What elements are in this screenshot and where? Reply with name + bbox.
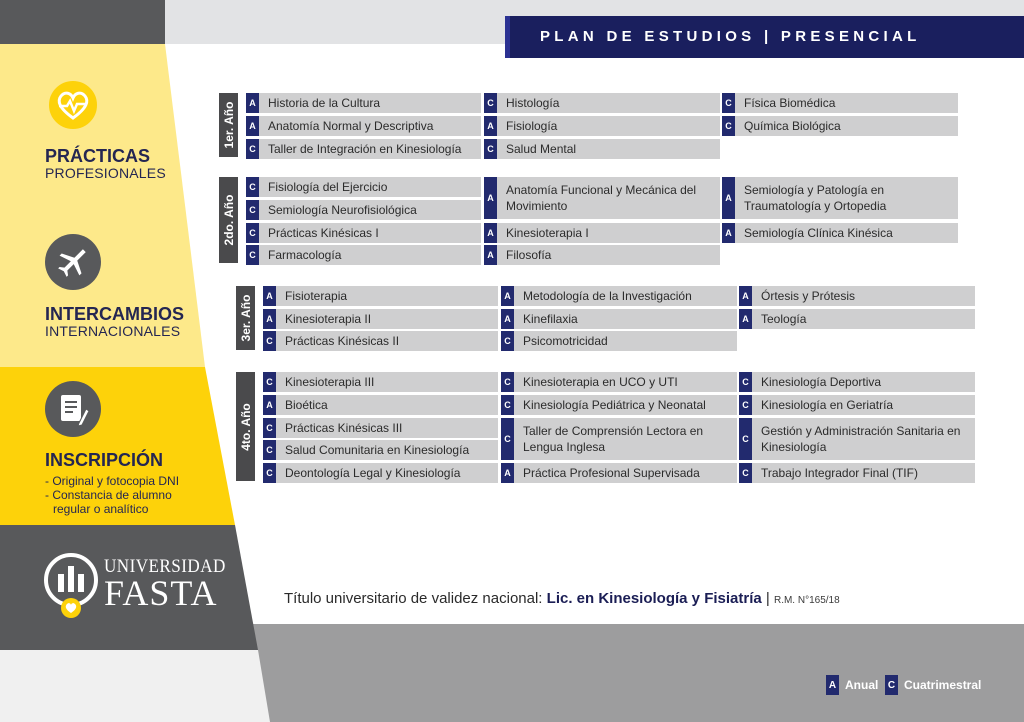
subject-type-badge: C [246, 200, 259, 220]
subject-cell [263, 372, 498, 392]
subject-cell [722, 177, 958, 219]
subject-name: Semiología y Patología en Traumatología y Ortopedia [744, 183, 887, 213]
subject-name: Anatomía Normal y Descriptiva [268, 119, 434, 133]
practicas-title: PRÁCTICAS [45, 146, 151, 166]
subject-cell [501, 331, 737, 351]
subject-type-badge: A [263, 286, 276, 306]
subject-type-badge: C [739, 463, 752, 483]
subject-cell [484, 177, 720, 219]
intercambios-icon [45, 234, 101, 290]
subject-cell [263, 286, 498, 306]
subject-cell [246, 139, 481, 159]
subject-cell [501, 286, 737, 306]
degree-resolution: R.M. N°165/18 [773, 595, 840, 606]
year-label [236, 286, 255, 350]
subject-name: Filosofía [506, 248, 552, 262]
subject-name: Farmacología [268, 248, 342, 262]
subject-name: Taller de Integración en Kinesiología [268, 142, 462, 156]
subject-name: Kinesiología Deportiva [761, 375, 882, 389]
subject-cell [501, 463, 737, 483]
subject-type-badge: A [501, 309, 514, 329]
subject-cell [263, 463, 498, 483]
legend-anual-label: Anual [845, 678, 879, 692]
subject-type-badge: C [263, 372, 276, 392]
subject-cell [722, 93, 958, 113]
subject-name: Anatomía Funcional y Mecánica del Movimiento [506, 183, 697, 213]
subject-cell [501, 309, 737, 329]
subject-type-badge: C [501, 372, 514, 392]
subject-name: Kinesioterapia II [285, 312, 372, 326]
subject-type-badge: A [246, 93, 259, 113]
subject-name: Kinesiología Pediátrica y Neonatal [523, 398, 706, 412]
year-label-text: 4to. Año [238, 402, 253, 451]
subject-type-badge: A [722, 177, 735, 219]
subject-cell [739, 395, 975, 415]
inscripcion-title: INSCRIPCIÓN [45, 450, 164, 470]
year-label-text: 2do. Año [221, 194, 236, 246]
subject-type-badge: A [484, 116, 497, 136]
subject-type-badge: C [484, 139, 497, 159]
airplane-icon [45, 234, 101, 290]
subject-cell [246, 200, 481, 220]
subject-name: Bioética [285, 398, 328, 412]
subject-cell [739, 418, 975, 460]
subject-name: Órtesis y Prótesis [761, 289, 856, 303]
degree-title [284, 590, 840, 607]
page-title: PLAN DE ESTUDIOS | PRESENCIAL [540, 28, 921, 45]
subject-type-badge: A [739, 309, 752, 329]
practicas-subtitle: PROFESIONALES [45, 165, 166, 181]
subject-name: Prácticas Kinésicas III [285, 421, 403, 435]
subject-type-badge: C [501, 331, 514, 351]
subject-cell [246, 93, 481, 113]
subject-type-badge: A [484, 245, 497, 265]
subject-cell [484, 245, 720, 265]
subject-type-badge: C [722, 116, 735, 136]
logo-emblem-icon [44, 552, 102, 620]
subject-cell [484, 223, 720, 243]
subject-name: Histología [506, 96, 560, 110]
subject-type-badge: C [263, 440, 276, 460]
subject-name: Kinefilaxia [523, 312, 578, 326]
subject-name: Práctica Profesional Supervisada [523, 466, 700, 480]
subject-cell [246, 223, 481, 243]
logo-line2: FASTA [104, 573, 218, 613]
subject-type-badge: C [501, 395, 514, 415]
subject-cell [263, 395, 498, 415]
subject-type-badge: A [501, 286, 514, 306]
document-pen-icon [45, 381, 101, 437]
subject-name: Metodología de la Investigación [523, 289, 692, 303]
subject-name: Física Biomédica [744, 96, 836, 110]
degree-separator: | [765, 590, 770, 607]
subject-name: Psicomotricidad [523, 334, 608, 348]
legend-cuatri-label: Cuatrimestral [904, 678, 982, 692]
subject-name: Salud Comunitaria en Kinesiología [285, 443, 470, 457]
subject-type-badge: A [722, 223, 735, 243]
subject-name: Taller de Comprensión Lectora en Lengua Inglesa [523, 424, 704, 454]
subject-type-badge: C [246, 177, 259, 197]
subject-cell [484, 116, 720, 136]
subject-type-badge: A [484, 177, 497, 219]
subject-cell [484, 139, 720, 159]
subject-cell [263, 331, 498, 351]
subject-name: Deontología Legal y Kinesiología [285, 466, 461, 480]
subject-type-badge: C [722, 93, 735, 113]
subject-type-badge: A [263, 395, 276, 415]
intercambios-subtitle: INTERNACIONALES [45, 323, 181, 339]
subject-name: Kinesioterapia I [506, 226, 589, 240]
subject-cell [739, 372, 975, 392]
subject-cell [246, 177, 481, 197]
subject-type-badge: C [501, 418, 514, 460]
subject-name: Fisiología del Ejercicio [268, 180, 388, 194]
inscripcion-item: - Constancia de alumno [45, 488, 172, 502]
subject-type-badge: A [484, 223, 497, 243]
subject-type-badge: C [246, 223, 259, 243]
year-label [219, 93, 238, 157]
subject-name: Trabajo Integrador Final (TIF) [761, 466, 918, 480]
year-label [236, 372, 255, 481]
subject-cell [739, 463, 975, 483]
subject-cell [722, 116, 958, 136]
legend-anual-badge: A [826, 675, 839, 695]
subject-type-badge: C [246, 245, 259, 265]
legend-cuatri-badge: C [885, 675, 898, 695]
subject-type-badge: C [263, 463, 276, 483]
subject-name: Kinesioterapia III [285, 375, 375, 389]
subject-type-badge: C [263, 418, 276, 438]
university-logo [44, 552, 224, 622]
degree-title-prefix: Título universitario de validez nacional: [284, 590, 543, 607]
subject-name: Kinesiología en Geriatría [761, 398, 894, 412]
subject-name: Kinesioterapia en UCO y UTI [523, 375, 678, 389]
intercambios-title: INTERCAMBIOS [45, 304, 184, 324]
subject-cell [246, 116, 481, 136]
subject-cell [263, 418, 498, 438]
subject-type-badge: A [739, 286, 752, 306]
subject-cell [501, 395, 737, 415]
subject-cell [263, 309, 498, 329]
subject-cell [722, 223, 958, 243]
inscripcion-item: - Original y fotocopia DNI [45, 474, 180, 488]
subject-type-badge: C [246, 139, 259, 159]
practicas-icon [45, 77, 101, 133]
subject-name: Salud Mental [506, 142, 577, 156]
subject-name: Semiología Neurofisiológica [268, 203, 417, 217]
subject-name: Prácticas Kinésicas II [285, 334, 400, 348]
year-label-text: 1er. Año [221, 101, 236, 149]
subject-cell [246, 245, 481, 265]
subject-cell [739, 309, 975, 329]
subject-cell [484, 93, 720, 113]
subject-name: Historia de la Cultura [268, 96, 381, 110]
subject-type-badge: C [484, 93, 497, 113]
degree-name: Lic. en Kinesiología y Fisiatría [546, 590, 762, 607]
subject-name: Semiología Clínica Kinésica [744, 226, 893, 240]
subject-type-badge: C [263, 331, 276, 351]
subject-type-badge: C [739, 418, 752, 460]
inscripcion-icon [45, 381, 101, 437]
subject-cell [501, 372, 737, 392]
subject-name: Fisiología [506, 119, 558, 133]
subject-type-badge: A [501, 463, 514, 483]
heart-pulse-icon [49, 81, 97, 129]
subject-type-badge: C [739, 395, 752, 415]
subject-type-badge: A [263, 309, 276, 329]
subject-type-badge: C [739, 372, 752, 392]
year-label-text: 3er. Año [238, 294, 253, 342]
year-label [219, 177, 238, 263]
subject-type-badge: A [246, 116, 259, 136]
subject-name: Fisioterapia [285, 289, 348, 303]
subject-name: Teología [761, 312, 807, 326]
subject-name: Prácticas Kinésicas I [268, 226, 379, 240]
inscripcion-item: regular o analítico [53, 502, 149, 516]
subject-name: Gestión y Administración Sanitaria en Kinesiología [761, 424, 961, 454]
subject-name: Química Biológica [744, 119, 841, 133]
logo-line1: UNIVERSIDAD [104, 556, 226, 577]
subject-cell [263, 440, 498, 460]
subject-cell [739, 286, 975, 306]
subject-cell [501, 418, 737, 460]
